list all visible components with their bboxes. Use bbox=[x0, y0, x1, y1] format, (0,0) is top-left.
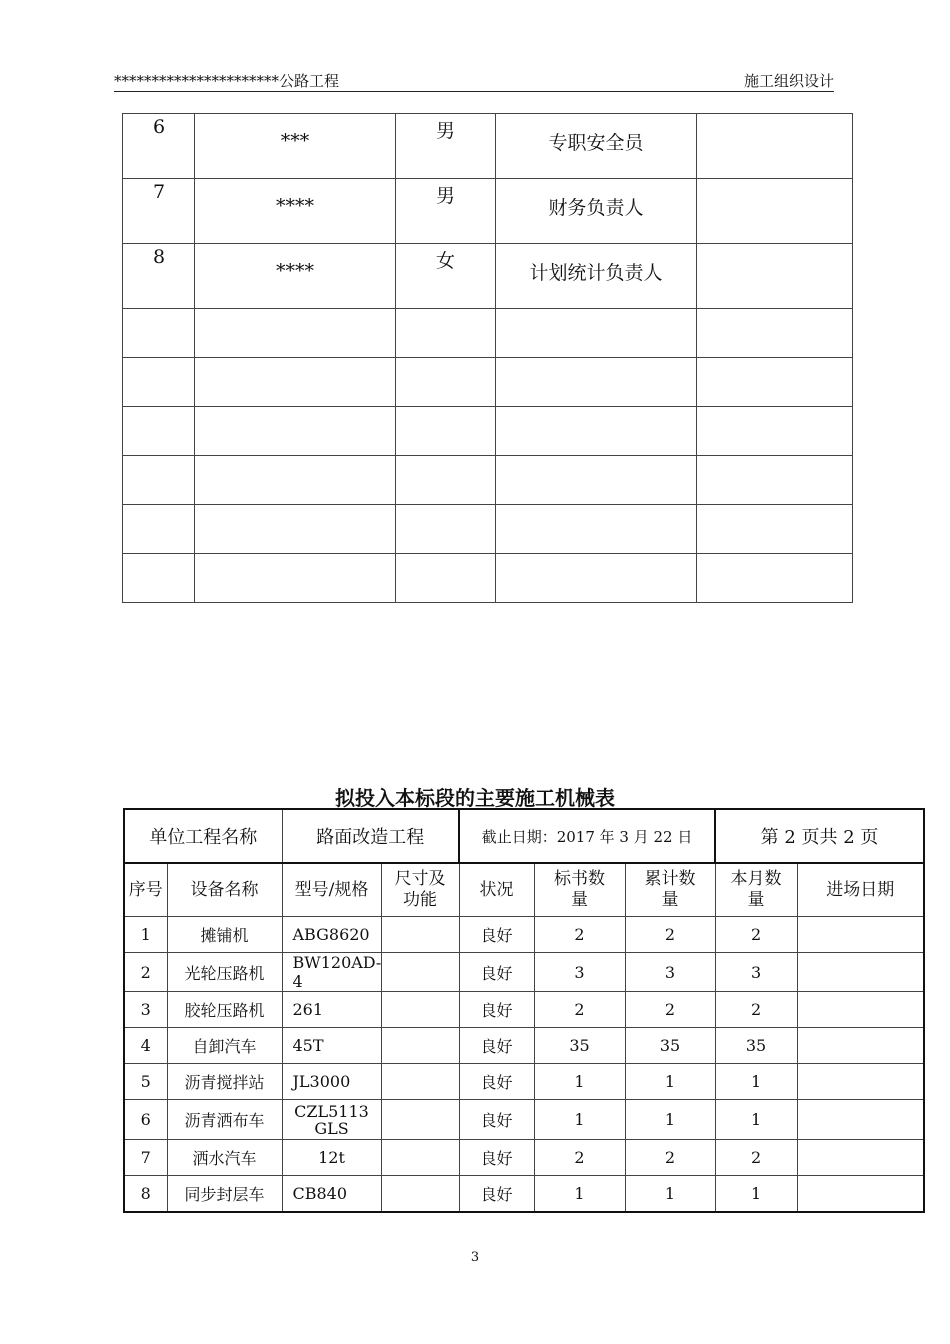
empty-row bbox=[123, 505, 853, 554]
cell-state: 良好 bbox=[459, 1140, 534, 1176]
cell-cum: 2 bbox=[625, 917, 715, 953]
cell-cum: 3 bbox=[625, 953, 715, 992]
cell-entry bbox=[797, 1028, 924, 1064]
page-number: 3 bbox=[470, 1250, 480, 1265]
staff-num: 8 bbox=[123, 244, 195, 309]
table-row bbox=[124, 1140, 924, 1176]
table-row bbox=[124, 1064, 924, 1100]
cell-size bbox=[381, 1176, 459, 1213]
header-divider bbox=[114, 91, 834, 92]
header-bid-qty: 标书数量 bbox=[534, 863, 625, 917]
header-state: 状况 bbox=[459, 863, 534, 917]
cell-state: 良好 bbox=[459, 1100, 534, 1140]
cell-name: 沥青搅拌站 bbox=[167, 1064, 282, 1100]
cell-size bbox=[381, 953, 459, 992]
cell-model: ABG8620 bbox=[282, 917, 381, 953]
cutoff-date: 截止日期：2017 年 3 月 22 日 bbox=[459, 809, 715, 863]
table-row bbox=[124, 1028, 924, 1064]
cell-name: 光轮压路机 bbox=[167, 953, 282, 992]
cell-month: 2 bbox=[715, 1140, 797, 1176]
cell-month: 1 bbox=[715, 1100, 797, 1140]
header-cum-qty: 累计数量 bbox=[625, 863, 715, 917]
equipment-header-row bbox=[124, 863, 924, 917]
cell-name: 自卸汽车 bbox=[167, 1028, 282, 1064]
cell-bid: 1 bbox=[534, 1064, 625, 1100]
cell-month: 1 bbox=[715, 1064, 797, 1100]
unit-value: 路面改造工程 bbox=[282, 809, 459, 863]
staff-name: *** bbox=[195, 114, 396, 179]
header-seq: 序号 bbox=[124, 863, 167, 917]
cell-bid: 2 bbox=[534, 992, 625, 1028]
header-name: 设备名称 bbox=[167, 863, 282, 917]
staff-name: **** bbox=[195, 244, 396, 309]
cell-entry bbox=[797, 1100, 924, 1140]
cell-size bbox=[381, 1028, 459, 1064]
header-month-qty: 本月数量 bbox=[715, 863, 797, 917]
cell-seq: 8 bbox=[124, 1176, 167, 1213]
header-size: 尺寸及功能 bbox=[381, 863, 459, 917]
table-row bbox=[124, 1100, 924, 1140]
cell-seq: 7 bbox=[124, 1140, 167, 1176]
table-row bbox=[124, 953, 924, 992]
cell-entry bbox=[797, 1140, 924, 1176]
cell-entry bbox=[797, 953, 924, 992]
unit-label: 单位工程名称 bbox=[124, 809, 282, 863]
cell-cum: 1 bbox=[625, 1100, 715, 1140]
cell-size bbox=[381, 992, 459, 1028]
cell-seq: 2 bbox=[124, 953, 167, 992]
cell-model-text: CZL5113GLS bbox=[294, 1101, 369, 1138]
table-row bbox=[123, 114, 853, 179]
cell-entry bbox=[797, 1176, 924, 1213]
header-model: 型号/规格 bbox=[282, 863, 381, 917]
cell-seq: 6 bbox=[124, 1100, 167, 1140]
staff-role: 财务负责人 bbox=[496, 179, 697, 244]
cell-cum: 2 bbox=[625, 1140, 715, 1176]
cell-state: 良好 bbox=[459, 953, 534, 992]
cell-bid: 2 bbox=[534, 1140, 625, 1176]
staff-gender: 男 bbox=[396, 114, 496, 179]
page-count: 第 2 页共 2 页 bbox=[715, 809, 924, 863]
empty-row bbox=[123, 358, 853, 407]
cell-bid: 1 bbox=[534, 1176, 625, 1213]
cell-state: 良好 bbox=[459, 1176, 534, 1213]
cell-model: BW120AD-4 bbox=[282, 953, 381, 992]
cell-size bbox=[381, 1064, 459, 1100]
table-row bbox=[124, 992, 924, 1028]
cell-name: 摊铺机 bbox=[167, 917, 282, 953]
cell-size bbox=[381, 1100, 459, 1140]
cell-model: 45T bbox=[282, 1028, 381, 1064]
cell-seq: 3 bbox=[124, 992, 167, 1028]
cell-state: 良好 bbox=[459, 1064, 534, 1100]
cell-entry bbox=[797, 917, 924, 953]
staff-note bbox=[697, 179, 853, 244]
cell-model: 12t bbox=[282, 1140, 381, 1176]
cell-state: 良好 bbox=[459, 992, 534, 1028]
staff-gender: 男 bbox=[396, 179, 496, 244]
cell-name: 洒水汽车 bbox=[167, 1140, 282, 1176]
cell-cum: 1 bbox=[625, 1176, 715, 1213]
table-row bbox=[124, 917, 924, 953]
empty-row bbox=[123, 407, 853, 456]
staff-name: **** bbox=[195, 179, 396, 244]
empty-row bbox=[123, 554, 853, 603]
staff-gender: 女 bbox=[396, 244, 496, 309]
cell-state: 良好 bbox=[459, 1028, 534, 1064]
cell-entry bbox=[797, 1064, 924, 1100]
header-entry-date: 进场日期 bbox=[797, 863, 924, 917]
table-row bbox=[123, 244, 853, 309]
cell-seq: 4 bbox=[124, 1028, 167, 1064]
equipment-table bbox=[123, 808, 925, 1213]
header-project-name: **********************公路工程 bbox=[114, 72, 340, 90]
cell-month: 2 bbox=[715, 917, 797, 953]
empty-row bbox=[123, 456, 853, 505]
cell-name: 同步封层车 bbox=[167, 1176, 282, 1213]
cell-size bbox=[381, 917, 459, 953]
cell-bid: 1 bbox=[534, 1100, 625, 1140]
cell-model: 261 bbox=[282, 992, 381, 1028]
cell-month: 1 bbox=[715, 1176, 797, 1213]
cell-name: 沥青洒布车 bbox=[167, 1100, 282, 1140]
cell-month: 35 bbox=[715, 1028, 797, 1064]
table-row bbox=[123, 179, 853, 244]
table-row bbox=[124, 1176, 924, 1213]
cell-model bbox=[282, 1100, 381, 1140]
cell-month: 2 bbox=[715, 992, 797, 1028]
staff-role: 计划统计负责人 bbox=[496, 244, 697, 309]
header-doc-type: 施工组织设计 bbox=[743, 72, 834, 90]
staff-note bbox=[697, 114, 853, 179]
cell-model: JL3000 bbox=[282, 1064, 381, 1100]
cell-state: 良好 bbox=[459, 917, 534, 953]
empty-row bbox=[123, 309, 853, 358]
equipment-table-title: 拟投入本标段的主要施工机械表 bbox=[335, 786, 615, 810]
equipment-info-row bbox=[124, 809, 924, 863]
cell-seq: 5 bbox=[124, 1064, 167, 1100]
staff-role: 专职安全员 bbox=[496, 114, 697, 179]
staff-num: 7 bbox=[123, 179, 195, 244]
staff-note bbox=[697, 244, 853, 309]
cell-name: 胶轮压路机 bbox=[167, 992, 282, 1028]
cell-cum: 35 bbox=[625, 1028, 715, 1064]
cell-seq: 1 bbox=[124, 917, 167, 953]
staff-num: 6 bbox=[123, 114, 195, 179]
cell-cum: 1 bbox=[625, 1064, 715, 1100]
cell-model: CB840 bbox=[282, 1176, 381, 1213]
staff-table bbox=[122, 113, 853, 603]
cell-bid: 35 bbox=[534, 1028, 625, 1064]
cell-entry bbox=[797, 992, 924, 1028]
cell-month: 3 bbox=[715, 953, 797, 992]
cell-size bbox=[381, 1140, 459, 1176]
cell-cum: 2 bbox=[625, 992, 715, 1028]
cell-bid: 3 bbox=[534, 953, 625, 992]
cell-bid: 2 bbox=[534, 917, 625, 953]
